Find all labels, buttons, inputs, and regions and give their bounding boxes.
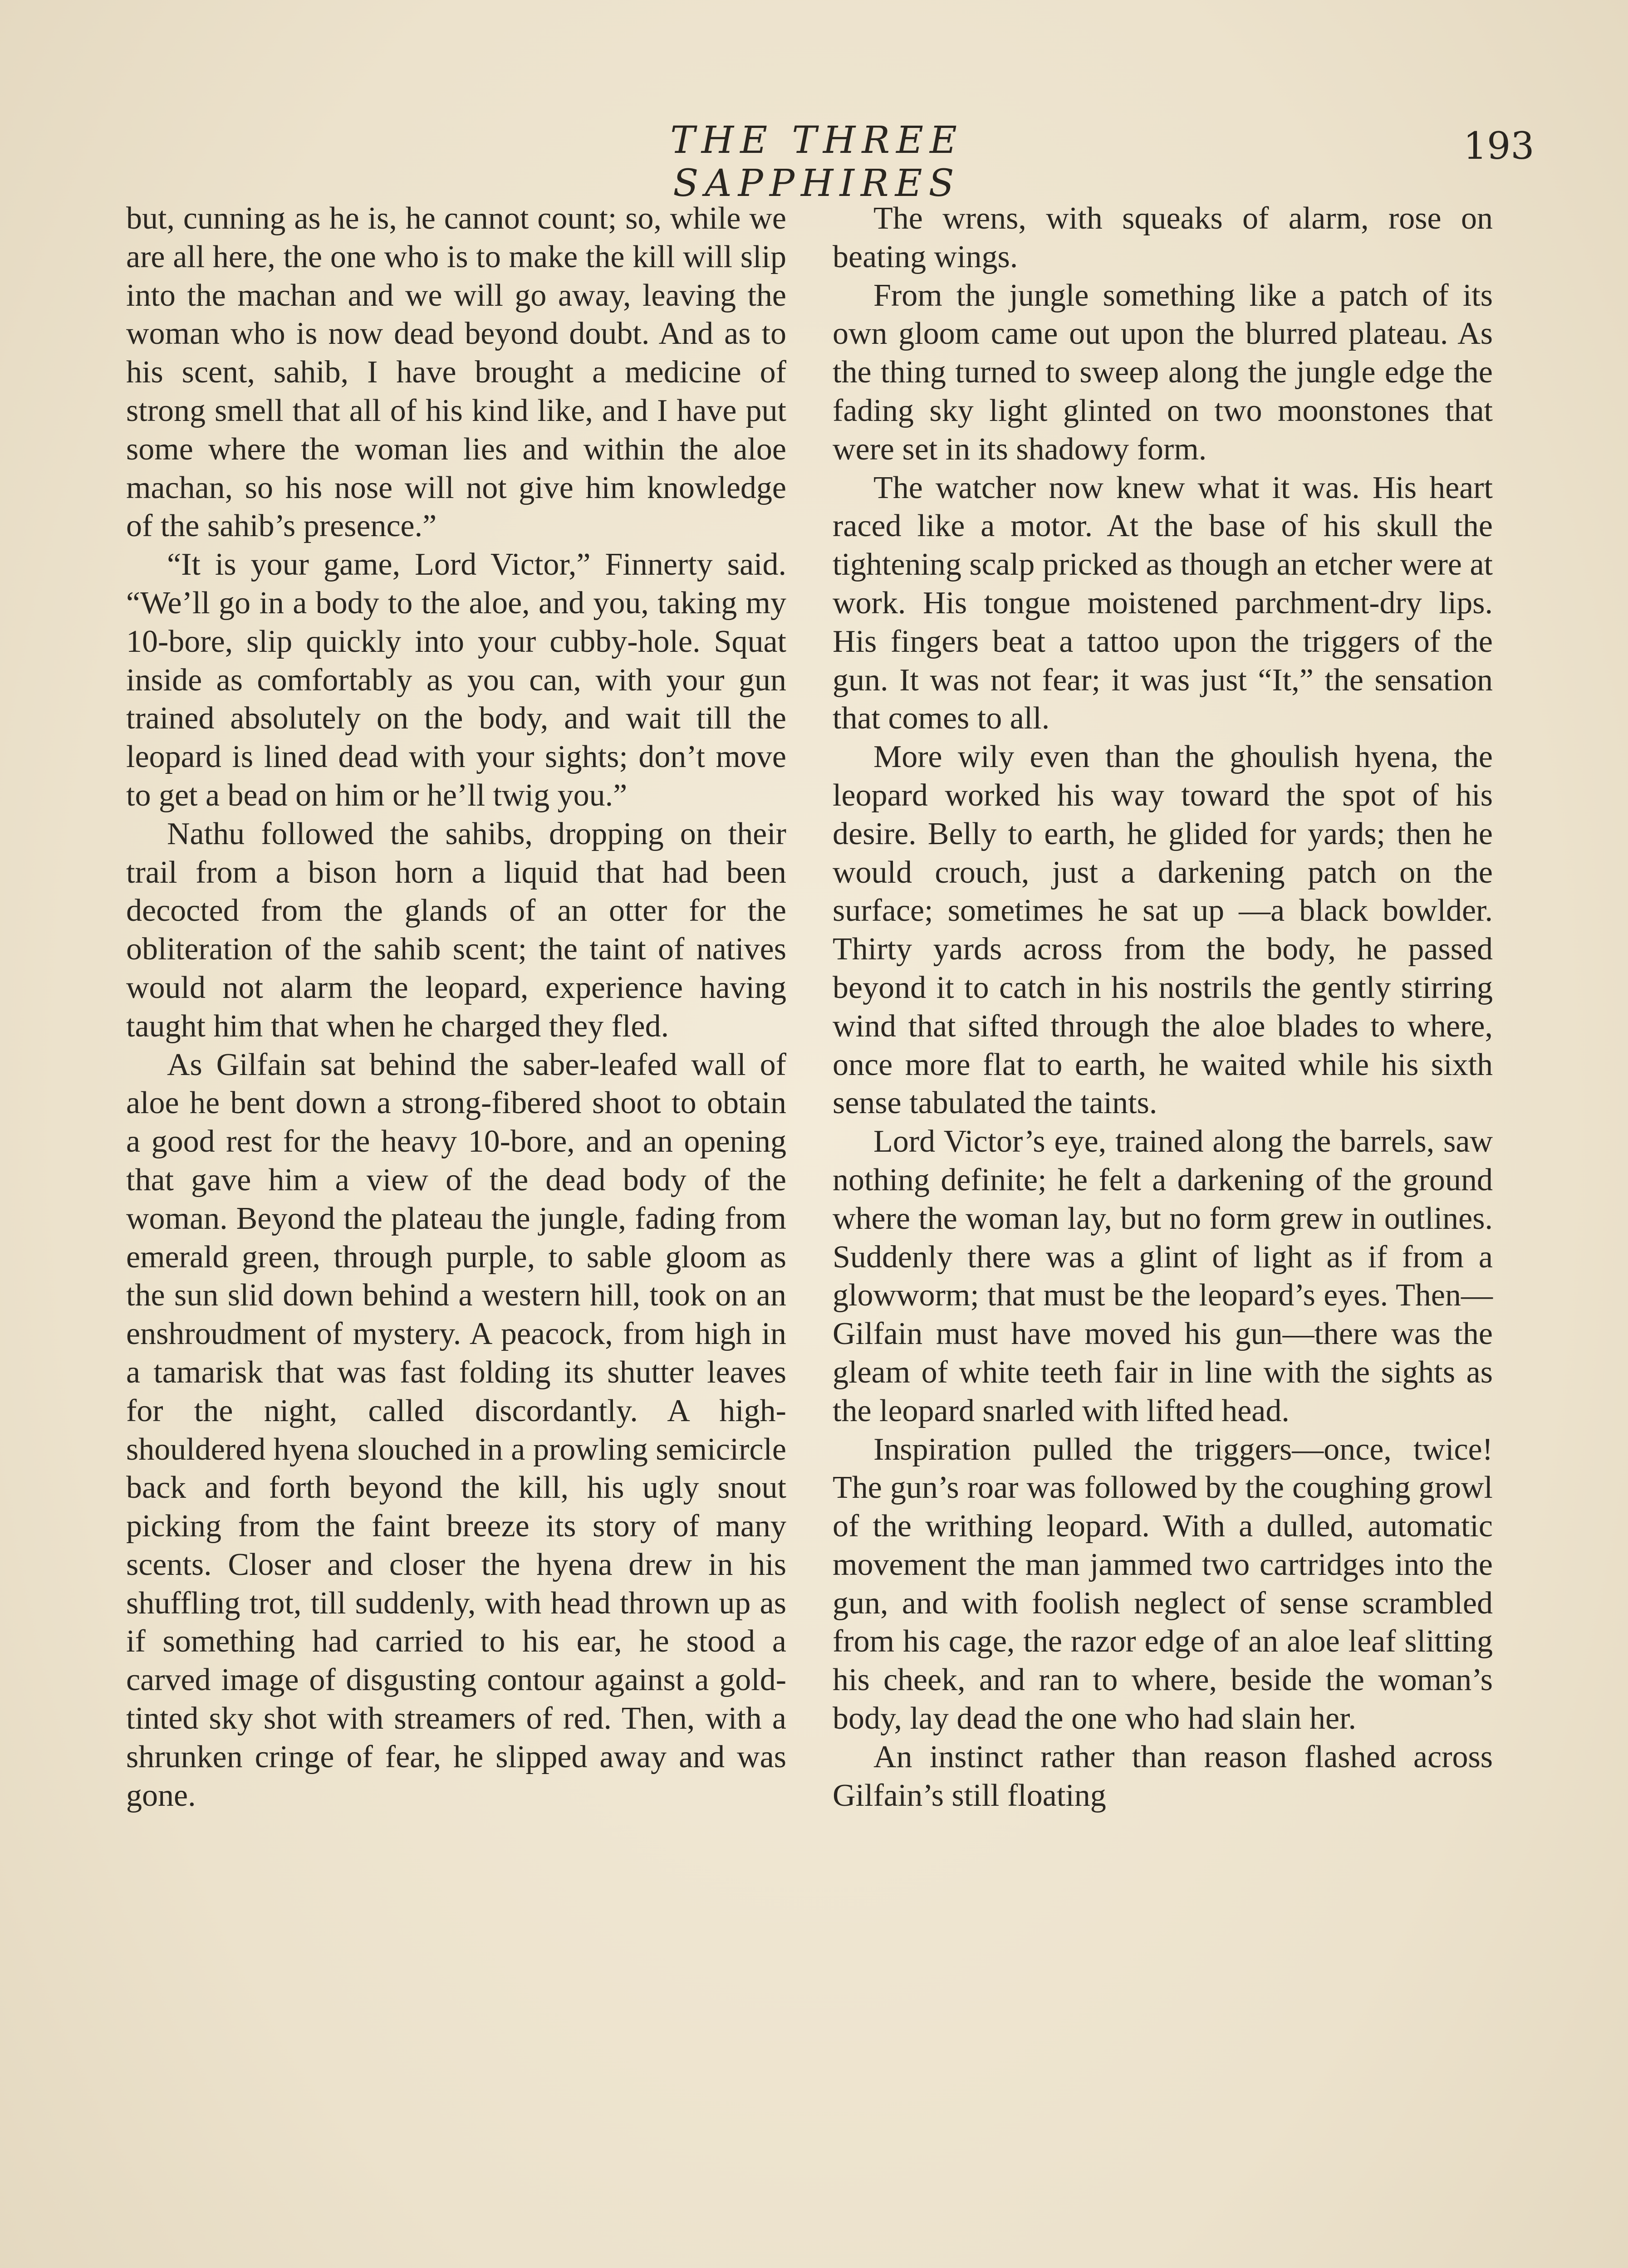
- paragraph: From the jungle something like a patch of its own gloom came out upon the blurred plateau. As the thing turned to sweep along the jungle edge the fading sky light glinted on two moonstones that were set in its shadowy form.: [833, 278, 1493, 467]
- paragraph: An instinct rather than reason flashed across Gilfain’s still floating: [833, 1739, 1493, 1813]
- paragraph: The watcher now knew what it was. His heart raced like a motor. At the base of his skull the tightening scalp pricked as though an etcher were at work. His tongue moistened parchment-dry lips. His fingers beat a tattoo upon the triggers of the gun. It was not fear; it was just “It,” the sensation that comes to all.: [833, 470, 1493, 736]
- paragraph: Nathu followed the sahibs, dropping on their trail from a bison horn a liquid that had been decocted from the glands of an otter for the obliteration of the sahib scent; the taint of natives would not alarm the leopard, experience having taught him that when he charged they fled.: [126, 816, 786, 1044]
- paragraph: “It is your game, Lord Victor,” Finnerty said. “We’ll go in a body to the aloe, and you, taking my 10-bore, slip quickly into your cubby-hole. Squat inside as comfortably as you can, with your gun trained absolutely on the body, and wait till the leopard is lined dead with your sights; don’t move to get a bead on him or he’ll twig you.”: [126, 547, 786, 813]
- right-column: [833, 200, 1493, 1815]
- running-header: THE THREE SAPPHIRES: [670, 119, 963, 205]
- paragraph: As Gilfain sat behind the saber-leafed wall of aloe he bent down a strong-fibered shoot to obtain a good rest for the heavy 10-bore, and an opening that gave him a view of the dead body of the woman. Beyond the plateau the jungle, fading from emerald green, through purple, to sable gloom as the sun slid down behind a western hill, took on an enshroudment of mystery. A peacock, from high in a tamarisk that was fast folding its shutter leaves for the night, called discordantly. A high-shouldered hyena slouched in a prowling semicircle back and forth beyond the kill, his ugly snout picking from the faint breeze its story of many scents. Closer and closer the hyena drew in his shuffling trot, till suddenly, with head thrown up as if something had carried to his ear, he stood a carved image of disgusting contour against a gold-tinted sky shot with streamers of red. Then, with a shrunken cringe of fear, he slipped away and was gone.: [126, 1047, 786, 1813]
- paragraph: Inspiration pulled the triggers—once, twice! The gun’s roar was followed by the coughing growl of the writhing leopard. With a dulled, automatic movement the man jammed two cartridges into the gun, and with foolish neglect of sense scrambled from his cage, the razor edge of an aloe leaf slitting his cheek, and ran to where, beside the woman’s body, lay dead the one who had slain her.: [833, 1432, 1493, 1736]
- left-column: [126, 200, 786, 1815]
- paragraph: More wily even than the ghoulish hyena, the leopard worked his way toward the spot of his desire. Belly to earth, he glided for yards; then he would crouch, just a darkening patch on the surface; sometimes he sat up —a black bowlder. Thirty yards across from the body, he passed beyond it to catch in his nostrils the gently stirring wind that sifted through the aloe blades to where, once more flat to earth, he waited while his sixth sense tabulated the taints.: [833, 739, 1493, 1121]
- paragraph: The wrens, with squeaks of alarm, rose on beating wings.: [833, 201, 1493, 274]
- paragraph: but, cunning as he is, he cannot count; so, while we are all here, the one who is to make the kill will slip into the machan and we will go away, leaving the woman who is now dead beyond doubt. And as to his scent, sahib, I have brought a medicine of strong smell that all of his kind like, and I have put some where the woman lies and within the aloe machan, so his nose will not give him knowledge of the sahib’s presence.”: [126, 201, 786, 544]
- paragraph: Lord Victor’s eye, trained along the barrels, saw nothing definite; he felt a darkening of the ground where the woman lay, but no form grew in outlines. Suddenly there was a glint of light as if from a glowworm; that must be the leopard’s eyes. Then—Gilfain must have moved his gun—there was the gleam of white teeth fair in line with the sights as the leopard snarled with lifted head.: [833, 1124, 1493, 1428]
- page-number: 193: [1463, 125, 1535, 168]
